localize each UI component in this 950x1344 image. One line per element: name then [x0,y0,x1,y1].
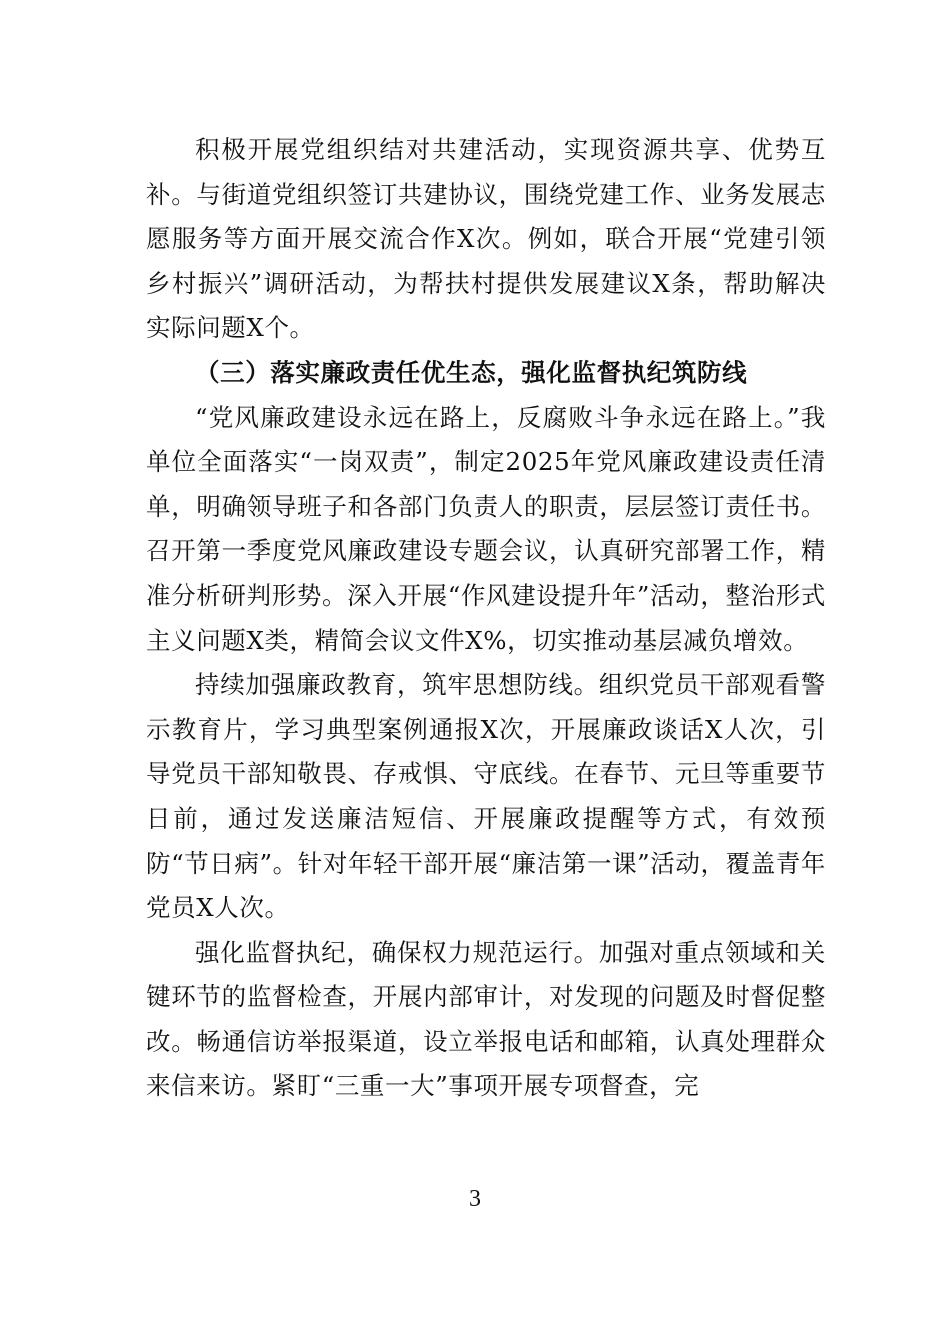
page-number: 3 [469,1186,481,1212]
paragraph-integrity-education: 持续加强廉政教育，筑牢思想防线。组织党员干部观看警示教育片，学习典型案例通报X次，开展廉政谈话X人次，引导党员干部知敬畏、存戒惧、守底线。在春节、元旦等重要节日前，通过发送廉洁短信、开展廉政提醒等方式，有效预防“节日病”。针对年轻干部开展“廉洁第一课”活动，覆盖青年党员X人次。 [146,670,826,923]
paragraph-supervision: 强化监督执纪，确保权力规范运行。加强对重点领域和关键环节的监督检查，开展内部审计，对发现的问题及时督促整改。畅通信访举报渠道，设立举报电话和邮箱，认真处理群众来信来访。紧盯“三重一大”事项开展专项督查，完 [146,937,826,1101]
document-body [146,128,826,1109]
paragraph-integrity-responsibility: “党风廉政建设永远在路上，反腐败斗争永远在路上。”我单位全面落实“一岗双责”，制定2025年党风廉政建设责任清单，明确领导班子和各部门负责人的职责，层层签订责任书。召开第一季度党风廉政建设专题会议，认真研究部署工作，精准分析研判形势。深入开展“作风建设提升年”活动，整治形式主义问题X类，精简会议文件X%，切实推动基层减负增效。 [146,402,826,655]
section-heading-three: （三）落实廉政责任优生态，强化监督执纪筑防线 [195,357,748,387]
paragraph-cooperation: 积极开展党组织结对共建活动，实现资源共享、优势互补。与街道党组织签订共建协议，围绕党建工作、业务发展志愿服务等方面开展交流合作X次。例如，联合开展“党建引领乡村振兴”调研活动，为帮扶村提供发展建议X条，帮助解决实际问题X个。 [146,135,826,343]
